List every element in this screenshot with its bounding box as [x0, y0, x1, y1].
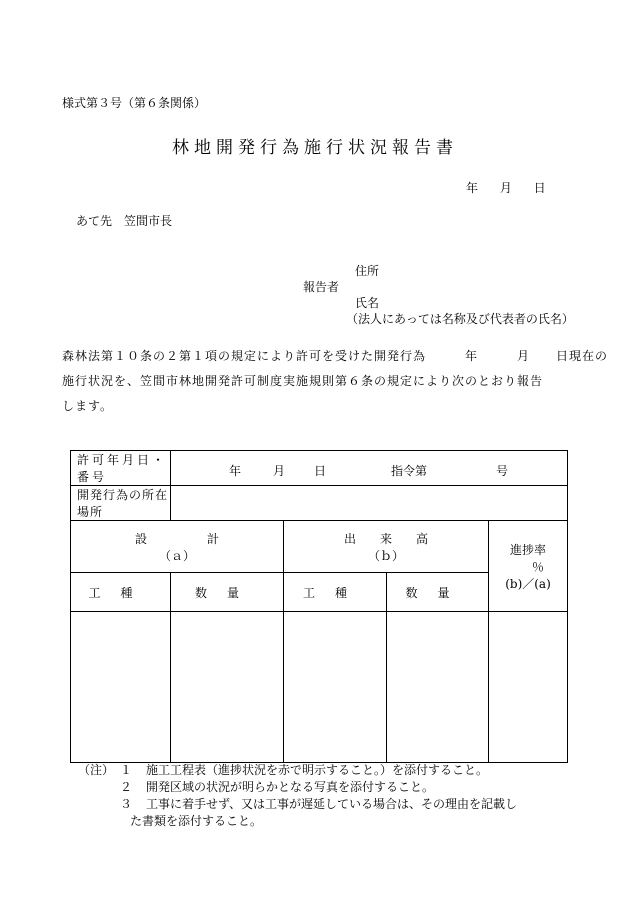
report-body — [62, 344, 609, 419]
design-label: 設計 — [134, 531, 279, 546]
done-label: 出来高 — [343, 531, 452, 546]
addressee: あて先 笠間市長 — [76, 214, 173, 228]
note-text: 開発区域の状況が明らかとなる写真を添付すること。 — [146, 780, 435, 794]
progress-label: 進捗率 — [509, 542, 546, 557]
status-report-table — [70, 450, 568, 763]
permit-day-label: 日 — [314, 463, 327, 478]
address-label: 住所 — [355, 264, 380, 278]
notes-prefix: （注） — [78, 763, 115, 777]
permit-no-label: 号 — [496, 463, 509, 478]
design-qty-cell[interactable] — [171, 612, 284, 763]
document-title: 林地開発行為施行状況報告書 — [172, 138, 458, 158]
done-type-cell[interactable] — [284, 612, 387, 763]
form-number: 様式第３号（第６条関係） — [62, 96, 207, 110]
note-item-1 — [78, 762, 578, 779]
progress-unit: ％ — [531, 559, 544, 574]
done-type-header: 工種 — [284, 573, 387, 612]
note-text: 工事に着手せず、又は工事が遅延している場合は、その理由を記載し — [146, 797, 518, 811]
permit-date-number-label: 許可年月日・番号 — [71, 451, 171, 486]
design-type-header: 工種 — [71, 573, 171, 612]
note-number: １ — [120, 763, 133, 777]
reporter-label: 報告者 — [303, 280, 340, 294]
location-label: 開発行為の所在場所 — [71, 486, 171, 521]
body-line-1: 森林法第１０条の２第１項の規定により許可を受けた開発行為 年 月 日現在の — [62, 349, 609, 363]
note-text: 施工工程表（進捗状況を赤で明示すること。）を添付すること。 — [146, 763, 489, 777]
permit-order-label: 指令第 — [391, 463, 428, 478]
body-line-3: します。 — [62, 399, 114, 413]
note-text: た書類を添付すること。 — [130, 814, 263, 828]
note-item-3-continuation — [78, 813, 578, 830]
design-type-cell[interactable] — [71, 612, 171, 763]
note-number: ３ — [120, 797, 133, 811]
design-header — [71, 521, 284, 573]
body-line-2: 施行状況を、笠間市林地開発許可制度実施規則第６条の規定により次のとおり報告 — [62, 374, 544, 388]
done-sub-label: （ｂ） — [367, 548, 404, 563]
design-qty-header: 数量 — [171, 573, 284, 612]
done-qty-header: 数量 — [387, 573, 489, 612]
name-label: 氏名 — [355, 296, 380, 310]
note-item-2 — [78, 779, 578, 796]
note-item-3 — [78, 796, 578, 813]
location-field[interactable] — [171, 486, 568, 521]
design-sub-label: （ａ） — [158, 548, 195, 563]
permit-year-label: 年 — [229, 463, 242, 478]
progress-header — [489, 521, 568, 612]
done-header — [284, 521, 489, 573]
progress-formula: (b)／(a) — [505, 576, 551, 591]
permit-date-number-field[interactable] — [171, 451, 568, 486]
corporate-note: （法人にあっては名称及び代表者の氏名） — [346, 312, 574, 326]
notes — [78, 762, 578, 830]
report-date: 年 月 日 — [466, 181, 546, 195]
done-qty-cell[interactable] — [387, 612, 489, 763]
note-number: ２ — [120, 780, 133, 794]
permit-month-label: 月 — [273, 463, 286, 478]
progress-cell[interactable] — [489, 612, 568, 763]
